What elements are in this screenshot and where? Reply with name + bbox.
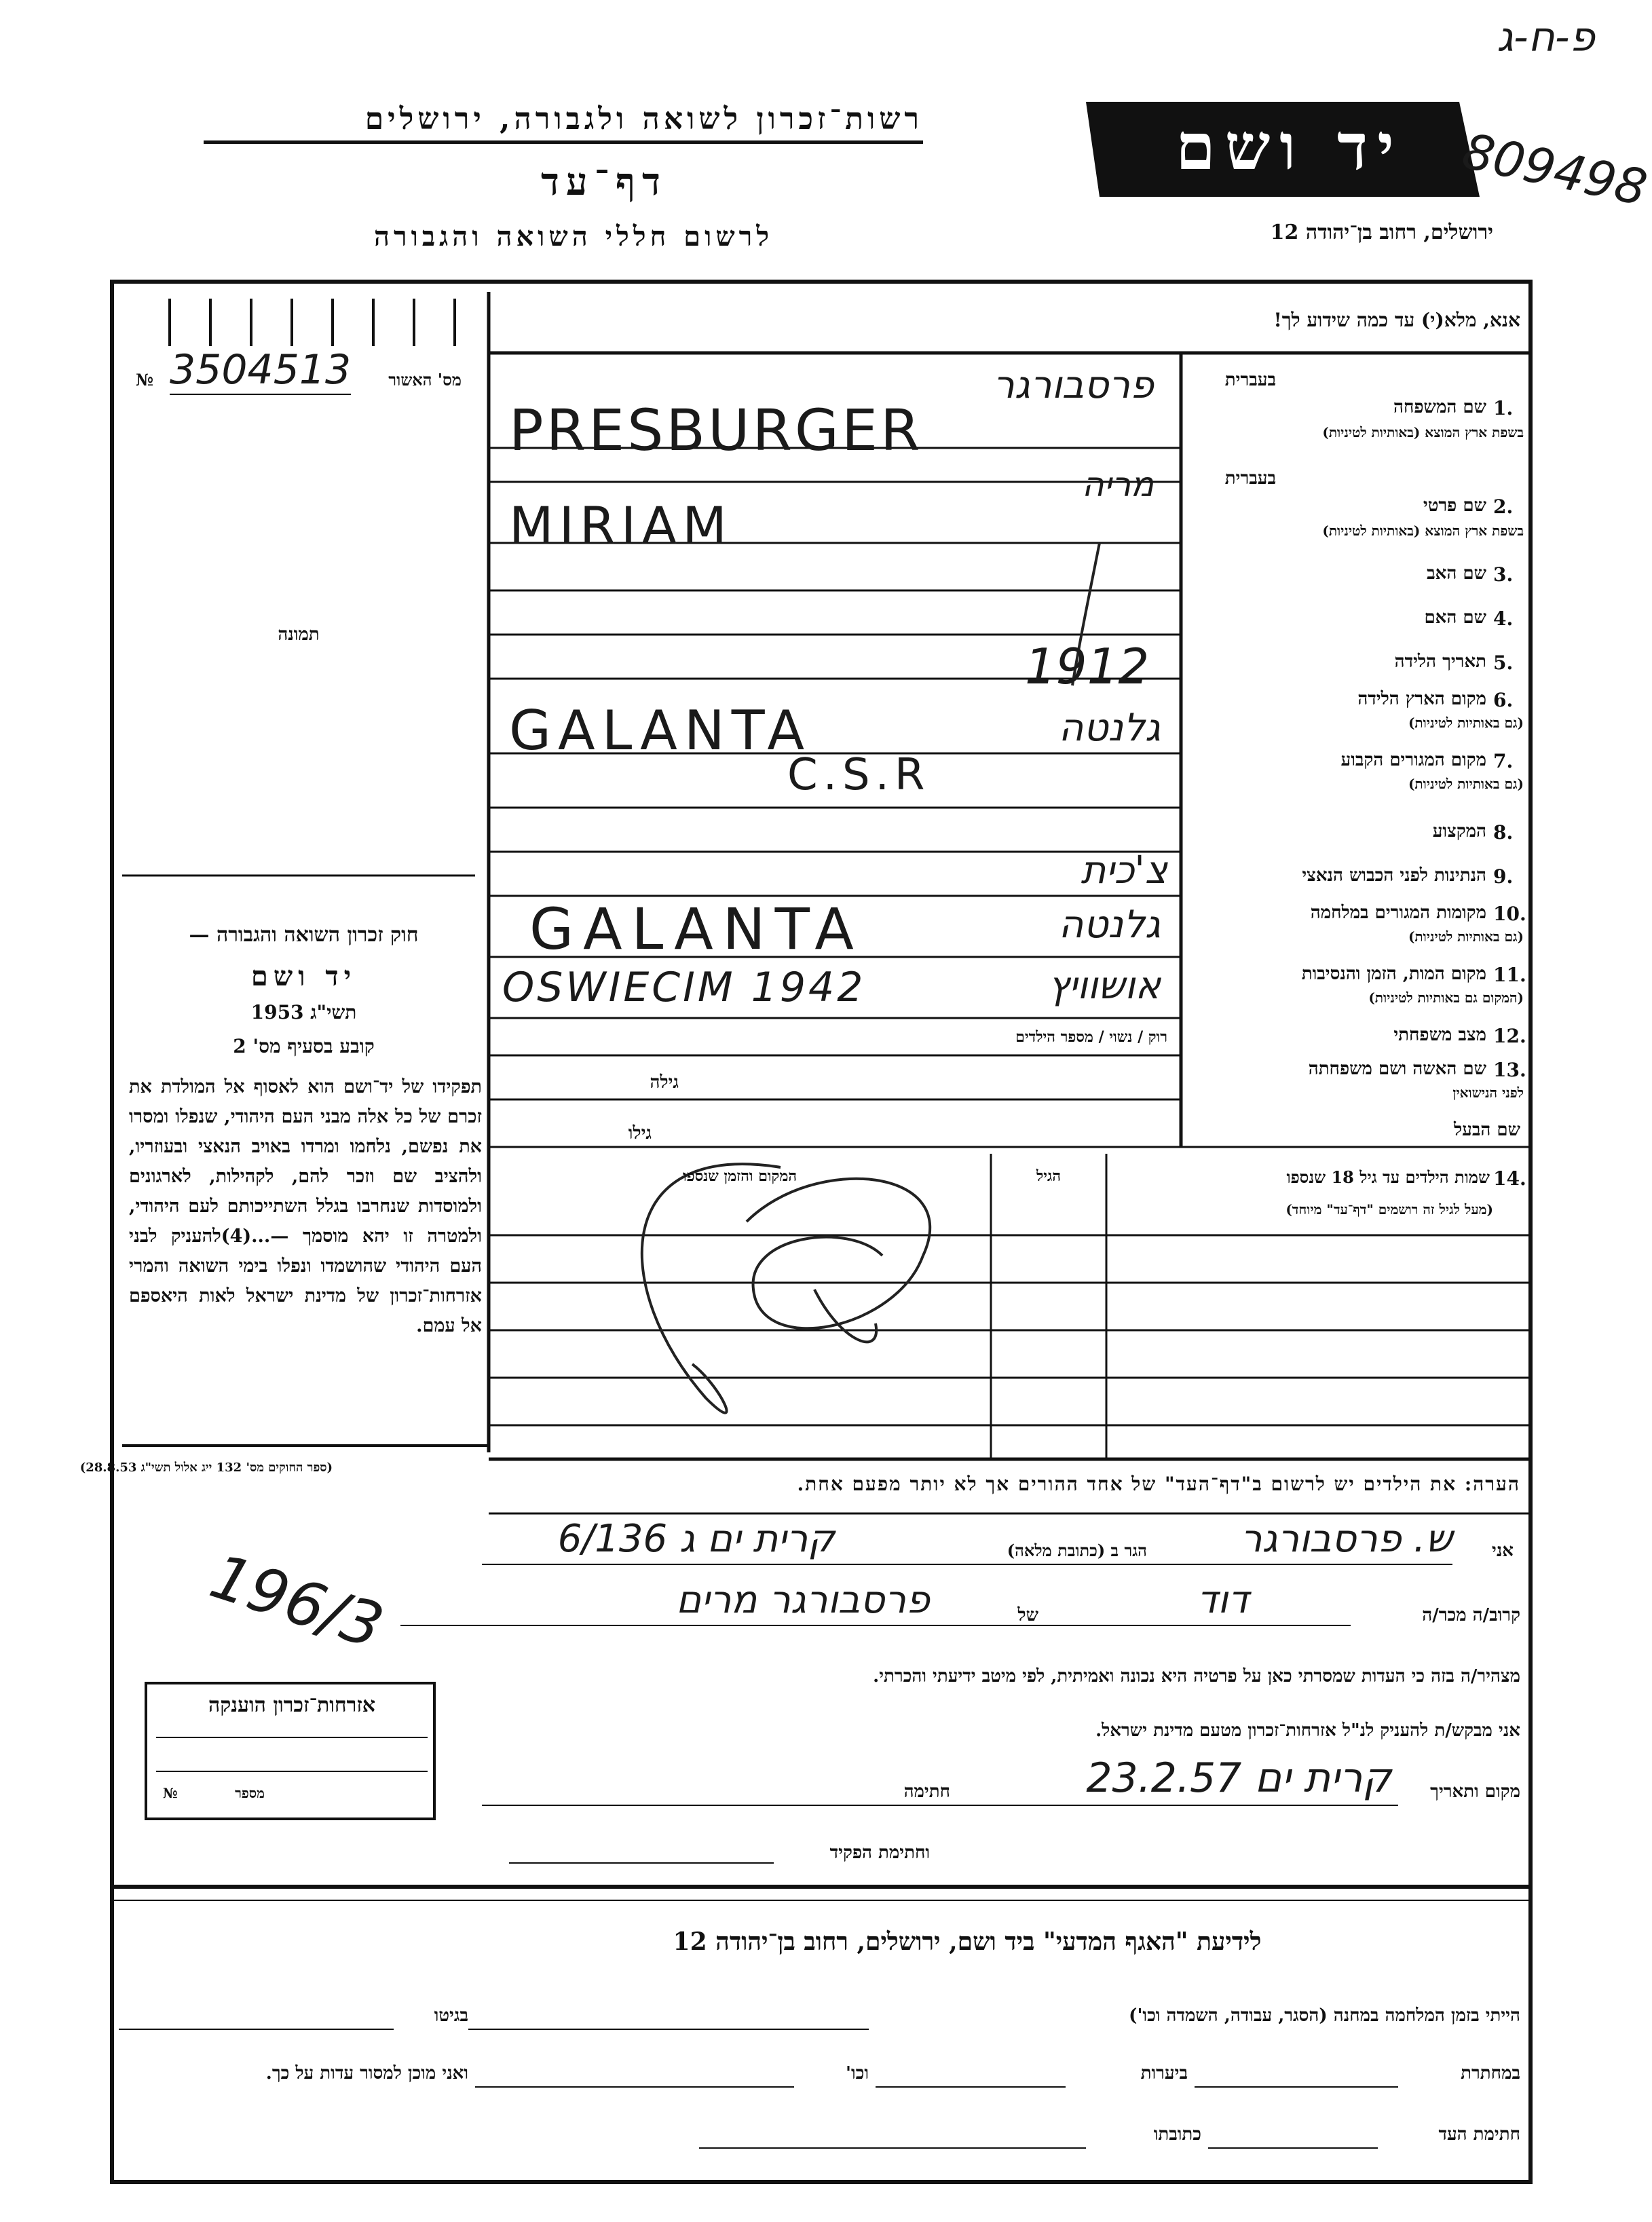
field-label: מקום המות, הזמן והנסיבות: [1301, 964, 1486, 984]
footer-underground: במחתרת: [1461, 2063, 1520, 2084]
field-number: 2.: [1493, 495, 1514, 518]
children-num: 14.: [1493, 1167, 1526, 1190]
field-number: 1.: [1493, 397, 1514, 419]
children-place-header: המקום והזמן שנספו: [682, 1167, 797, 1185]
approval-no-mark: №: [136, 370, 154, 390]
field-number: 8.: [1493, 821, 1514, 844]
cert-title: אזרחות־זכרון הוענקה: [208, 1693, 376, 1717]
wartime-residence-latin: GALANTA: [529, 896, 863, 962]
field-label: הנתינות לפני הכבוש הנאצי: [1302, 865, 1486, 886]
field-label: המקצוע: [1432, 821, 1486, 842]
field-label: שם האם: [1424, 607, 1486, 628]
decl-victim-name: פרסבורגר מרים: [676, 1578, 930, 1622]
yad-vashem-logo: יד ושם: [1176, 110, 1404, 185]
cert-number-label: מספר: [235, 1785, 265, 1801]
surname-hebrew: פרסבורגר: [993, 363, 1154, 407]
heb-tag-1: בעברית: [1224, 370, 1276, 390]
field-label: מקומות המגורים במלחמה: [1310, 903, 1486, 923]
decl-address-label: הגר ב (כתובת מלאה): [1007, 1541, 1147, 1560]
law-year: תשי"ג 1953: [250, 1001, 357, 1023]
handwritten-number: 809498: [1457, 122, 1652, 217]
field-number: 10.: [1493, 903, 1526, 925]
wartime-residence-hebrew: גלנטה: [1058, 903, 1161, 947]
death-place-hebrew: אושוויץ: [1048, 964, 1161, 1008]
decl-relation: דוד: [1197, 1578, 1249, 1622]
children-sub: (מעל לגיל זה רושמים "דף־עד" מיוחד): [1285, 1201, 1493, 1218]
handwritten-code: פ-ח-ג: [1497, 14, 1595, 61]
children-label: שמות הילדים עד גיל 18 שנספו: [1286, 1167, 1490, 1187]
field-label: מקום המגורים הקבוע: [1340, 750, 1486, 770]
field-label: תאריך הלידה: [1394, 652, 1486, 672]
field-label: מצב משפחתי: [1393, 1025, 1486, 1045]
law-text: תפקידו של יד־ושם הוא לאסוף אל המולדת את זכרם של כל אלה מבני העם היהודי, שנפלו ומסרו את נפשם, נלחמו ומרדו באויב הנאצי ובעוזריו, ולהציב שם וזכר להם, לקהילות, לארגונים ולמוסדות שנחרבו בגלל השתייכותם לעם היהודי, ולמטרה זו יהא מוסמך —...(4)להעניק לבני העם היהודי שהושמדו ונפלו בימי השואה והמרי אזרחות־זכרון של מדינת ישראל לאות היאספם אל עמם.: [129, 1076, 482, 1336]
place-date-label: מקום ותאריך: [1430, 1782, 1520, 1802]
firstname-hebrew: מריה: [1081, 465, 1154, 504]
field-number: 4.: [1493, 607, 1514, 630]
firstname-latin: MIRIAM: [509, 495, 732, 556]
field-number: 5.: [1493, 652, 1514, 674]
field-number: 9.: [1493, 865, 1514, 888]
approval-number: 3504513: [170, 346, 352, 394]
decl-relation-label: קרוב/ה מכר/ה: [1422, 1605, 1520, 1625]
footer-ghetto: בגיטו: [434, 2006, 468, 2026]
heb-tag-2: בעברית: [1224, 468, 1276, 489]
field-number: 6.: [1493, 689, 1514, 711]
field-number: 12.: [1493, 1025, 1526, 1047]
form-subtitle: לרשום חללי השואה והגבורה: [373, 221, 774, 252]
field-number: 7.: [1493, 750, 1514, 772]
photo-label: תמונה: [278, 624, 320, 645]
approval-label: מס' האשור: [388, 370, 462, 390]
decl-of-label: של: [1017, 1605, 1038, 1625]
field-sublabel: בשפת ארץ המוצא (באותיות לטיניות): [1322, 523, 1524, 539]
field-sublabel: (גם באותיות לטיניות): [1408, 715, 1524, 731]
birthplace-latin: GALANTA: [509, 699, 812, 762]
decl-request: אני מבקש/ת להעניק לנ"ל אזרחות־זכרון מטעם מדינת ישראל.: [1095, 1720, 1520, 1741]
law-title: חוק זכרון השואה והגבורה —: [189, 923, 419, 947]
field-sublabel: בשפת ארץ המוצא (באותיות לטיניות): [1322, 424, 1524, 440]
husband-label: שם הבעל: [1453, 1120, 1520, 1140]
law-section: קובע בסעיף מס' 2: [233, 1035, 375, 1057]
field-sublabel: (גם באותיות לטיניות): [1408, 776, 1524, 792]
footer-title: לידיעת "האגף המדעי" ביד ושם, ירושלים, רחוב בן־יהודה 12: [673, 1927, 1262, 1956]
husband-age-label: גילו: [628, 1123, 652, 1144]
nationality-value: צ'כית: [1081, 848, 1167, 892]
decl-name: ש. פרסבורגר: [1240, 1517, 1452, 1561]
birthplace-hebrew: גלנטה: [1058, 706, 1161, 750]
field-label: שם האשה ושם משפחתה: [1308, 1059, 1486, 1079]
residence-value: C.S.R: [787, 750, 931, 800]
field-label: שם האב: [1427, 563, 1486, 584]
death-place-latin: OSWIECIM 1942: [502, 964, 866, 1011]
field-number: 13.: [1493, 1059, 1526, 1081]
law-name: יד ושם: [250, 960, 357, 992]
footer-line1: הייתי בזמן המלחמה במחנה (הסגר, עבודה, השמדה וכו'): [1129, 2006, 1520, 2026]
field-sublabel: (המקום גם באותיות לטיניות): [1368, 990, 1524, 1006]
footer-address: כתובתו: [1153, 2124, 1201, 2145]
form-prompt: אנא, מלא(י) עד כמה שידוע לך!: [1273, 309, 1520, 331]
decl-i-label: אני: [1492, 1541, 1514, 1561]
decl-statement: מצהיר/ה בזה כי העדות שמסרתי כאן על פרטיה היא נכונה ואמיתית, לפי מיטב ידיעתי והכרתי.: [873, 1666, 1520, 1687]
footer-witness-signature: חתימת העד: [1438, 2124, 1520, 2145]
footer-forests: ביערות: [1140, 2063, 1188, 2084]
law-reference: (ספר החוקים מס' 132 ייג אלול תשי"ג 28.8.53): [79, 1461, 333, 1475]
address: ירושלים, רחוב בן־יהודה 12: [1270, 221, 1493, 244]
field-sublabel: לפני הנישואין: [1452, 1085, 1524, 1101]
field-label: שם פרטי: [1423, 495, 1486, 516]
wife-age-label: גילה: [650, 1072, 679, 1093]
institution-title: רשות־זכרון לשואה ולגבורה, ירושלים: [204, 102, 923, 144]
signature-label: חתימה: [903, 1782, 950, 1802]
field-sublabel: (גם באותיות לטיניות): [1408, 928, 1524, 945]
field-label: מקום הארץ הלידה: [1357, 689, 1486, 709]
form-title: דף־עד: [540, 159, 667, 204]
footer-testify: ואני מוכן למסור עדות על כך.: [265, 2063, 468, 2084]
handwritten-side-number: 196/3: [202, 1541, 392, 1663]
field-number: 3.: [1493, 563, 1514, 586]
marital-options: רוק / נשוי / מספר הילדים: [1015, 1028, 1167, 1046]
official-label: וחתימת הפקיד: [829, 1843, 930, 1863]
field-number: 11.: [1493, 964, 1526, 986]
decl-address: קרית ים ג 6/136: [557, 1517, 835, 1561]
field-label: שם המשפחה: [1393, 397, 1486, 417]
footer-etc: וכו': [846, 2063, 869, 2084]
note: הערה: את הילדים יש לרשום ב"דף־העד" של אחד ההורים אך לא יותר מפעם אחת.: [797, 1473, 1520, 1495]
place-date-value: קרית ים 23.2.57: [1086, 1754, 1391, 1802]
surname-latin: PRESBURGER: [509, 397, 923, 464]
children-age-header: הגיל: [1036, 1167, 1061, 1185]
birth-year: 1912: [1025, 638, 1150, 695]
cert-no-mark: №: [163, 1785, 178, 1801]
